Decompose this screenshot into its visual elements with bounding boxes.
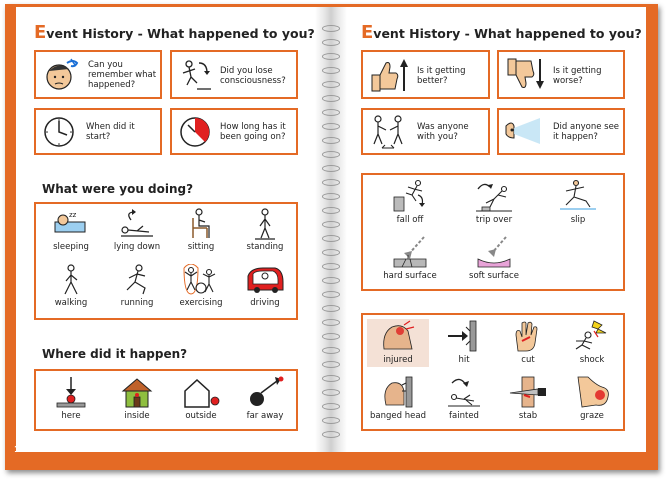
question-text: Was anyone with you? [417, 122, 469, 142]
injury-label: banged head [370, 411, 426, 421]
falls-tile-soft-surface [463, 235, 525, 283]
where-label: here [61, 411, 81, 421]
title-text: vent History - What happened to you? [373, 26, 642, 41]
eye-icon [504, 116, 544, 150]
falls-label: soft surface [469, 271, 519, 281]
running-icon [117, 264, 157, 296]
fall-off-icon [388, 179, 432, 213]
question-how-long [170, 108, 298, 155]
doing-tile-sitting [170, 208, 232, 256]
question-text: Did you lose consciousness? [220, 66, 286, 86]
graze-icon [572, 375, 612, 409]
question-when-start [34, 108, 162, 155]
injury-tile-banged-head [367, 375, 429, 423]
here-icon [51, 375, 91, 409]
fall-down-icon [177, 57, 213, 93]
doing-grid [34, 202, 298, 320]
standing-icon [245, 208, 285, 240]
doing-tile-walking [40, 264, 102, 312]
doing-label: sleeping [53, 242, 89, 252]
doing-label: standing [246, 242, 284, 252]
hard-surface-icon [388, 235, 432, 269]
confused-head-icon [41, 57, 81, 93]
page-number-right: 15 [632, 445, 644, 454]
injury-label: shock [579, 355, 605, 365]
injured-icon [378, 319, 418, 353]
ring [322, 375, 340, 382]
hit-icon [444, 319, 484, 353]
thumbs-down-icon [504, 57, 544, 93]
stab-icon [508, 375, 548, 409]
ring [322, 277, 340, 284]
falls-label: trip over [475, 215, 513, 225]
where-tile-here [40, 375, 102, 423]
driving-icon [245, 264, 285, 296]
ring [322, 249, 340, 256]
doing-label: lying down [113, 242, 161, 252]
ring [322, 151, 340, 158]
falls-tile-hard-surface [379, 235, 441, 283]
ring [322, 25, 340, 32]
question-text: Can you remember what happened? [88, 60, 157, 90]
doing-heading: What were you doing? [42, 182, 194, 196]
question-consciousness [170, 50, 298, 99]
two-people-icon [368, 114, 408, 150]
ring [322, 263, 340, 270]
page-number-left: 14 [14, 445, 26, 454]
page-title-right [361, 22, 642, 43]
shock-icon [572, 319, 612, 353]
question-anyone-see [497, 108, 625, 155]
clock-icon [42, 115, 76, 149]
doing-label: walking [54, 298, 88, 308]
thumbs-up-icon [368, 57, 408, 93]
falls-tile-fall-off [379, 179, 441, 227]
outside-icon [181, 375, 221, 409]
svg-text:zz: zz [69, 211, 77, 219]
where-grid [34, 369, 298, 431]
sitting-icon [181, 208, 221, 240]
injury-label: cut [521, 355, 535, 365]
where-label: outside [185, 411, 217, 421]
where-heading: Where did it happen? [42, 347, 188, 361]
ring [322, 165, 340, 172]
ring [322, 417, 340, 424]
ring [322, 53, 340, 60]
title-text: vent History - What happened to you? [46, 26, 315, 41]
doing-label: sitting [187, 242, 215, 252]
fainted-icon [444, 375, 484, 409]
ring [322, 67, 340, 74]
injury-label: injured [383, 355, 413, 365]
where-label: inside [124, 411, 150, 421]
question-text: Is it getting worse? [553, 66, 602, 86]
banged-head-icon [378, 375, 418, 409]
trip-over-icon [472, 179, 516, 213]
doing-tile-sleeping [40, 208, 102, 256]
ring [322, 39, 340, 46]
ring [322, 95, 340, 102]
slip-icon [556, 179, 600, 213]
falls-label: fall off [396, 215, 424, 225]
falls-label: slip [570, 215, 586, 225]
timer-icon [178, 115, 212, 149]
page-title-left [34, 22, 315, 43]
doing-label: running [120, 298, 154, 308]
inside-icon [117, 375, 157, 409]
falls-grid [361, 173, 625, 291]
doing-tile-lying-down [106, 208, 168, 256]
falls-tile-trip-over [463, 179, 525, 227]
where-tile-far-away [234, 375, 296, 423]
ring [322, 109, 340, 116]
ring [322, 193, 340, 200]
ring [322, 81, 340, 88]
injury-label: stab [518, 411, 538, 421]
soft-surface-icon [472, 235, 516, 269]
ring [322, 389, 340, 396]
ring [322, 291, 340, 298]
injury-tile-graze [561, 375, 623, 423]
where-tile-outside [170, 375, 232, 423]
question-worse [497, 50, 625, 99]
doing-label: exercising [179, 298, 223, 308]
ring [322, 319, 340, 326]
ring [322, 431, 340, 438]
lying-down-icon [117, 208, 157, 240]
question-text: How long has it been going on? [220, 122, 286, 142]
where-tile-inside [106, 375, 168, 423]
far-away-icon [245, 375, 285, 409]
injuries-grid [361, 313, 625, 431]
ring [322, 235, 340, 242]
injury-tile-hit [433, 319, 495, 367]
question-anyone-with [361, 108, 490, 155]
where-label: far away [246, 411, 284, 421]
walking-icon [51, 264, 91, 296]
title-initial: E [361, 22, 374, 43]
spiral-binding [315, 7, 347, 452]
ring [322, 347, 340, 354]
injury-label: fainted [449, 411, 479, 421]
cut-icon [508, 319, 548, 353]
question-remember [34, 50, 162, 99]
sleeping-icon [51, 208, 91, 240]
doing-tile-driving [234, 264, 296, 312]
ring [322, 137, 340, 144]
ring [322, 305, 340, 312]
ring [322, 123, 340, 130]
doing-tile-exercising [170, 264, 232, 312]
title-initial: E [34, 22, 47, 43]
question-better [361, 50, 490, 99]
ring [322, 179, 340, 186]
injury-tile-shock [561, 319, 623, 367]
injury-tile-cut [497, 319, 559, 367]
injury-tile-fainted [433, 375, 495, 423]
doing-tile-standing [234, 208, 296, 256]
ring [322, 207, 340, 214]
ring [322, 333, 340, 340]
question-text: When did it start? [86, 122, 135, 142]
ring [322, 403, 340, 410]
falls-tile-slip [547, 179, 609, 227]
doing-tile-running [106, 264, 168, 312]
injury-label: hit [458, 355, 470, 365]
injury-label: graze [580, 411, 604, 421]
injury-tile-injured [367, 319, 429, 367]
exercising-icon [181, 264, 221, 296]
ring [322, 361, 340, 368]
injury-tile-stab [497, 375, 559, 423]
ring [322, 221, 340, 228]
question-text: Did anyone see it happen? [553, 122, 620, 142]
doing-label: driving [250, 298, 280, 308]
falls-label: hard surface [383, 271, 437, 281]
question-text: Is it getting better? [417, 66, 466, 86]
